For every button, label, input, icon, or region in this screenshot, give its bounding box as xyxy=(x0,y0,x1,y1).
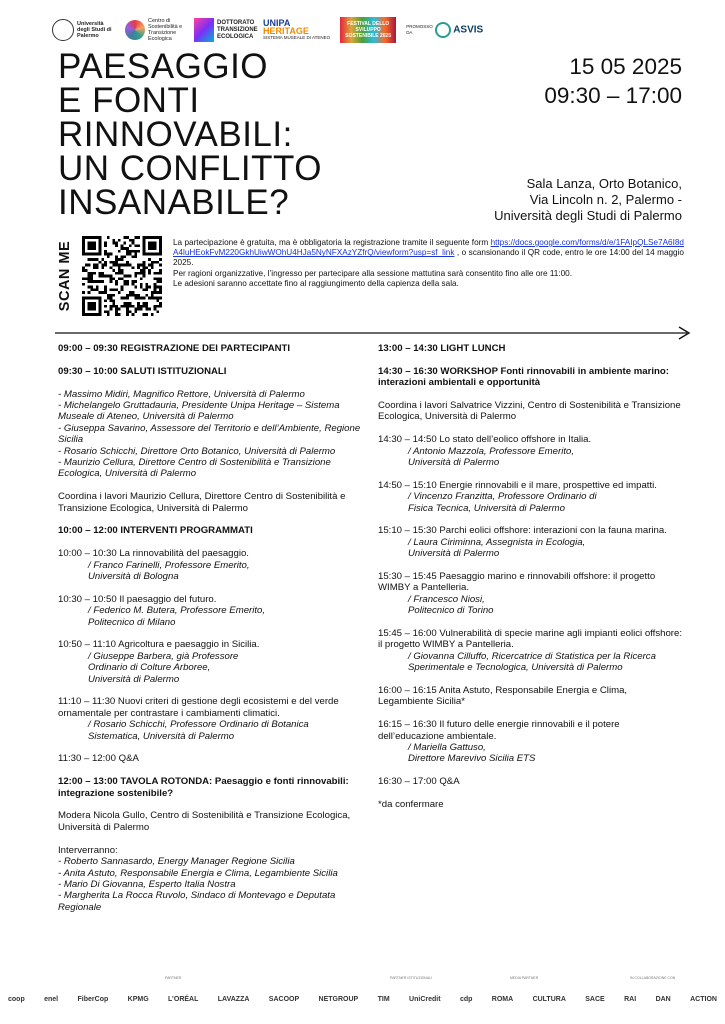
program-line: 11:10 – 11:30 Nuovi criteri di gestione degli ecosistemi e del verde ornamentale per contrastare i cambiamenti climatici. xyxy=(58,696,339,719)
program-line: 14:50 – 15:10 Energie rinnovabili e il mare, prospettive ed impatti. xyxy=(378,479,657,491)
program-line: Fisica Tecnica, Università di Palermo xyxy=(408,502,565,514)
registration-form-link[interactable]: https://docs.google.com/forms/d/e/1FAIpQLSe7A6I8dA4luHEokFvM220GkhUiwWOhU4HJa5NyNFXAzYZfrQ/viewform?usp=sf_link xyxy=(173,238,684,258)
program-item xyxy=(58,845,362,913)
program-line: / Giovanna Cilluffo, Ricercatrice di Statistica per la Ricerca Sperimentale e Tecnologica, Università di Palermo xyxy=(408,650,656,674)
sponsor-logo: UniCredit xyxy=(409,996,441,1003)
sponsor-group-label: IN COLLABORAZIONE CON xyxy=(630,976,676,980)
program-item xyxy=(378,776,684,787)
program-item xyxy=(378,799,684,810)
program-line: 10:50 – 11:10 Agricoltura e paesaggio in Sicilia. xyxy=(58,639,260,651)
program-line: / Antonio Mazzola, Professore Emerito, xyxy=(408,445,575,457)
program-item xyxy=(58,366,362,377)
event-time: 09:30 – 17:00 xyxy=(544,83,682,108)
program-line: - Massimo Midiri, Magnifico Rettore, Università di Palermo xyxy=(58,388,305,400)
program-line: 13:00 – 14:30 LIGHT LUNCH xyxy=(378,343,506,354)
sponsor-logo: RAI xyxy=(624,996,637,1003)
program-line: / Laura Ciriminna, Assegnista in Ecologia, xyxy=(408,536,586,548)
program-line: 10:30 – 10:50 Il paesaggio del futuro. xyxy=(58,593,217,605)
program-line: 15:10 – 15:30 Parchi eolici offshore: interazioni con la fauna marina. xyxy=(378,525,667,537)
program-item xyxy=(58,753,362,764)
program-line: 10:00 – 10:30 La rinnovabilità del paesaggio. xyxy=(58,548,249,560)
program-line: Università di Palermo xyxy=(408,457,500,469)
program-line: 16:00 – 16:15 Anita Astuto, Responsabile Energia e Clima, Legambiente Sicilia* xyxy=(378,685,628,708)
asvis-logo: PROMOSSO DA ASVIS xyxy=(406,22,483,38)
unipa-seal-icon xyxy=(52,19,74,41)
centro-sostenibilita-logo: Centro di Sostenibilità e Transizione Ecologica xyxy=(125,18,184,42)
program-item xyxy=(378,343,684,354)
program-line: 10:00 – 12:00 INTERVENTI PROGRAMMATI xyxy=(58,525,253,537)
event-datetime xyxy=(544,52,682,110)
event-title: PAESAGGIO E FONTI RINNOVABILI: UN CONFLITTO INSANABILE? xyxy=(58,47,322,222)
sponsor-logo: LAVAZZA xyxy=(217,996,250,1003)
program-line: Politecnico di Milano xyxy=(88,616,176,628)
sponsor-logo: coop xyxy=(8,996,25,1003)
asvis-ring-icon xyxy=(435,22,451,38)
sponsor-logo: ACTION xyxy=(690,996,717,1003)
program-item xyxy=(378,400,684,423)
program-line: 15:45 – 16:00 Vulnerabilità di specie marine agli impianti eolici offshore: il progetto WIMBY a Pantelleria. xyxy=(378,628,682,651)
program-line: - Maurizio Cellura, Direttore Centro di Sostenibilità e Transizione Ecologica, Università di Palermo xyxy=(58,457,331,480)
program-line: 16:30 – 17:00 Q&A xyxy=(378,776,460,788)
program-item xyxy=(378,480,684,514)
program-column-afternoon xyxy=(378,343,684,822)
sponsor-logo: SACOOP xyxy=(268,996,300,1003)
program-line: / Francesco Niosi, xyxy=(408,593,485,605)
sponsor-logo: KPMG xyxy=(127,996,149,1003)
program-item xyxy=(378,685,684,708)
program-line: Coordina i lavori Salvatrice Vizzini, Centro di Sostenibilità e Transizione Ecologica, Università di Palermo xyxy=(378,400,681,423)
program-line: / Giuseppe Barbera, già Professore xyxy=(88,650,239,662)
unipa-logo: Università degli Studi di Palermo xyxy=(52,19,115,41)
program-column-morning xyxy=(58,343,362,925)
qr-code-icon[interactable] xyxy=(82,236,162,316)
program-line: 15:30 – 15:45 Paesaggio marino e rinnovabili offshore: il progetto WIMBY a Pantelleria. xyxy=(378,571,656,594)
sponsor-logo: cdp xyxy=(459,996,473,1003)
program-item xyxy=(58,594,362,628)
program-item xyxy=(378,525,684,559)
program-line: Direttore Marevivo Sicilia ETS xyxy=(408,753,536,765)
program-line: - Giuseppa Savarino, Assessore del Territorio e dell’Ambiente, Regione Sicilia xyxy=(58,422,361,446)
program-item xyxy=(58,810,362,833)
dottorato-logo: DOTTORATO TRANSIZIONE ECOLOGICA xyxy=(194,18,253,42)
colored-dots-icon xyxy=(125,20,145,40)
program-item xyxy=(378,366,684,389)
program-line: - Margherita La Rocca Ruvolo, Sindaco di Montevago e Deputata Regionale xyxy=(58,890,336,913)
program-line: Coordina i lavori Maurizio Cellura, Direttore Centro di Sostenibilità e Transizione Ecologica, Università di Palermo xyxy=(58,491,346,514)
program-line: / Vincenzo Franzitta, Professore Ordinario di xyxy=(408,491,597,503)
program-item xyxy=(58,548,362,582)
logo-bar xyxy=(52,14,483,46)
program-line: 16:15 – 16:30 Il futuro delle energie rinnovabili e il potere dell’educazione ambientale. xyxy=(378,719,620,742)
program-line: Ordinario di Colture Arboree, xyxy=(88,662,211,674)
sponsor-group-label: PARTNER ISTITUZIONALI xyxy=(390,976,433,980)
program-line: Università di Palermo xyxy=(408,548,500,560)
program-item xyxy=(378,434,684,468)
program-item xyxy=(58,343,362,354)
program-line: - Anita Astuto, Responsabile Energia e Clima, Legambiente Sicilia xyxy=(58,867,338,879)
program-line: / Franco Farinelli, Professore Emerito, xyxy=(88,559,250,571)
program-line: - Rosario Schicchi, Direttore Orto Botanico, Università di Palermo xyxy=(58,445,336,457)
program-line: Sistematica, Università di Palermo xyxy=(88,730,235,742)
sponsor-logo: SACE xyxy=(585,996,605,1003)
program-line: 14:30 – 16:30 WORKSHOP Fonti rinnovabili in ambiente marino: interazioni ambientali e opportunità xyxy=(378,365,669,389)
program-item xyxy=(58,491,362,514)
program-line: 14:30 – 14:50 Lo stato dell’eolico offshore in Italia. xyxy=(378,434,592,446)
unipa-heritage-logo: UNIPA HERITAGE SISTEMA MUSEALE DI ATENEO xyxy=(263,18,331,40)
sponsor-logo: enel xyxy=(44,996,59,1003)
sponsor-logo: CULTURA xyxy=(532,996,566,1003)
program-line: / Mariella Gattuso, xyxy=(408,742,486,754)
program-line: Modera Nicola Gullo, Centro di Sostenibilità e Transizione Ecologica, Università di Palermo xyxy=(58,810,351,833)
program-line: - Mario Di Giovanna, Esperto Italia Nostra xyxy=(58,878,236,890)
sponsor-logo: L’ORÉAL xyxy=(168,996,199,1003)
program-line: Università di Bologna xyxy=(88,571,179,583)
sponsor-logos xyxy=(8,996,717,1003)
scan-me-label: SCAN ME xyxy=(57,240,73,312)
festival-logo: FESTIVAL DELLO SVILUPPO SOSTENIBILE 2025 xyxy=(340,17,396,43)
event-date: 15 05 2025 xyxy=(569,54,682,79)
sponsor-group-label: PARTNER xyxy=(165,976,182,980)
sponsor-group-label: MEDIA PARTNER xyxy=(510,976,539,980)
program-item xyxy=(58,696,362,742)
sponsor-logo: ROMA xyxy=(491,996,514,1003)
sponsor-logo: DAN xyxy=(655,996,671,1003)
program-item xyxy=(58,776,362,799)
dottorato-mark-icon xyxy=(194,18,214,42)
program-line: Interverranno: xyxy=(58,844,118,856)
program-item xyxy=(58,389,362,480)
program-line: / Federico M. Butera, Professore Emerito, xyxy=(88,605,266,617)
capacity-note: Le adesioni saranno accettate fino al raggiungimento della capienza della sala. xyxy=(173,278,459,288)
program-line: Politecnico di Torino xyxy=(408,605,494,617)
sponsor-logo: TIM xyxy=(377,996,390,1003)
program-item xyxy=(58,525,362,536)
sponsor-logo: FiberCop xyxy=(77,996,109,1003)
program-line: 12:00 – 13:00 TAVOLA ROTONDA: Paesaggio e fonti rinnovabili: integrazione sostenibile? xyxy=(58,776,349,799)
program-item xyxy=(378,628,684,674)
event-venue: Sala Lanza, Orto Botanico, Via Lincoln n. 2, Palermo - Università degli Studi di Palermo xyxy=(494,176,682,223)
program-line: Università di Palermo xyxy=(88,673,180,685)
program-item xyxy=(58,639,362,685)
program-line: - Roberto Sannasardo, Energy Manager Regione Sicilia xyxy=(58,856,295,868)
program-item xyxy=(378,719,684,765)
program-item xyxy=(378,571,684,617)
program-line: / Rosario Schicchi, Professore Ordinario di Botanica xyxy=(88,719,309,731)
registration-paragraph: La partecipazione è gratuita, ma è obbligatoria la registrazione tramite il seguente form https://docs.google.com/forms/d/e/1FAIpQLSe7A6I8dA4luHEokFvM220GkhUiwWOhU4HJa5NyNFXAzYZfrQ/viewform?usp=sf_link , o scansionando il QR code, entro le ore 14:00 del 14 maggio 2025. xyxy=(173,238,684,268)
program-line: 09:30 – 10:00 SALUTI ISTITUZIONALI xyxy=(58,365,227,377)
registration-info xyxy=(173,238,684,289)
program-line: *da confermare xyxy=(378,799,444,811)
sponsor-logo: NETGROUP xyxy=(318,996,359,1003)
program-line: 09:00 – 09:30 REGISTRAZIONE DEI PARTECIPANTI xyxy=(58,343,291,354)
program-line: 11:30 – 12:00 Q&A xyxy=(58,753,139,765)
entry-note: Per ragioni organizzative, l’ingresso per partecipare alla sessione mattutina sarà consentito fino alle ore 11:00. xyxy=(173,268,572,278)
program-line: - Michelangelo Gruttadauria, Presidente Unipa Heritage – Sistema Museale di Ateneo, Università di Palermo xyxy=(58,400,340,423)
divider-arrow xyxy=(55,326,691,340)
